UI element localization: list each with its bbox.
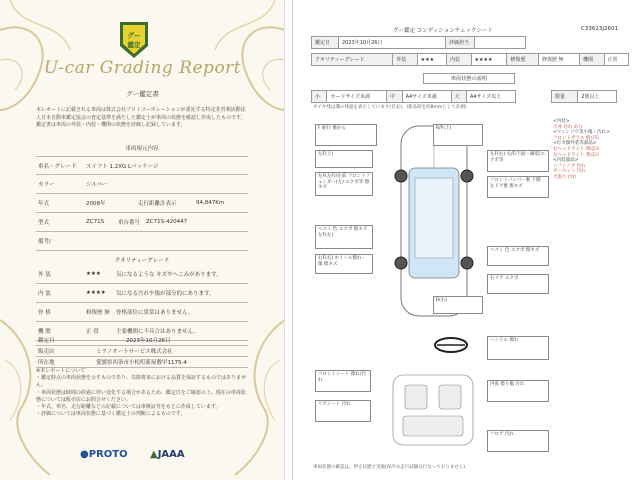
- remarks-label: 備考/: [38, 239, 51, 245]
- legend-item: 天張り 汚れ: [553, 174, 577, 180]
- int-label: 内装: [447, 54, 471, 66]
- sheet-date-table: [311, 36, 526, 49]
- legend-items-list: [551, 118, 629, 234]
- quality-grade-table: [311, 53, 629, 66]
- legend-item: カーペット 汚れ: [553, 169, 586, 175]
- steering-wheel-icon: [433, 336, 469, 354]
- vehicle-name-label: 車名・グレード: [38, 163, 77, 170]
- jaaa-logo-text: JAAA: [157, 449, 185, 460]
- date-label: 鑑定日: [312, 37, 339, 49]
- damage-box-fender-r: 左F(右) 左/F/下面・線装/エクボ等: [487, 150, 549, 172]
- model-chassis-row: [36, 213, 248, 232]
- legend-item: <内装部品>: [553, 158, 579, 164]
- proto-logo-text: PROTO: [88, 449, 128, 460]
- year-mileage-row: [36, 194, 248, 213]
- note-item: ・鑑定時点の車両状態を示すものであり、以降将来における品質を保証するものではありません。: [36, 375, 247, 389]
- quality-stars: 修復歴 無: [86, 310, 110, 316]
- quality-label: 機 関: [38, 329, 51, 335]
- damage-box-trunk: R(右): [433, 296, 483, 314]
- size-large-desc: A4サイズ以上: [466, 91, 515, 103]
- ext-label: 外装: [393, 54, 417, 66]
- interior-diagram: [383, 370, 483, 450]
- vehicle-name-row: [36, 156, 248, 175]
- sheet-id: C33623J2601: [581, 26, 618, 32]
- repair-value: 修復歴 無: [538, 54, 579, 66]
- damage-box-floor: フロア 汚れ: [487, 430, 549, 452]
- color-value: シルバー: [86, 182, 108, 188]
- year-value: 2008年: [86, 201, 106, 207]
- damage-box-door-left: ヘコミ 色 エクボ 擦キズ 左F(左): [315, 225, 373, 249]
- dealer-row: [36, 346, 248, 357]
- svg-text:鑑定: 鑑定: [127, 41, 141, 49]
- model-value: ZC71S: [86, 219, 105, 225]
- int-value: ★★★★: [471, 54, 507, 66]
- chassis-label: 車台番号: [118, 220, 141, 226]
- note-item: ・年式、車名、走行距離などの記載については車検証等をもとに作成しています。: [36, 404, 221, 411]
- color-label: カラー: [38, 182, 55, 188]
- notes-title: ※本レポートについて: [36, 368, 86, 374]
- appraisal-date-label: 鑑定日: [38, 338, 55, 344]
- damage-box-door-front: フロントバンパー裏 下側 左ドア裏 擦キズ: [487, 176, 549, 198]
- size-mid-label: 中: [387, 91, 402, 103]
- legend-item: <ウィンドウ等小傷・汚れ>: [553, 130, 610, 136]
- quality-desc: 骨格部位に異常はありません。: [116, 310, 194, 316]
- legend-item: フロントガラス 飛び石: [553, 135, 600, 141]
- damage-box-fender-l: 左F(左F)/左前 フロントフェンダー(左) エクボ等 擦キズ: [315, 172, 373, 196]
- report-notes: [36, 368, 246, 418]
- jaaa-logo: ▲JAAA: [150, 449, 185, 460]
- appraisal-date-row: [36, 335, 248, 346]
- damage-box-trim: 内張 擦り傷 汚れ: [487, 380, 549, 402]
- quality-label: 内 装: [38, 291, 51, 297]
- size-small-label: 小: [312, 91, 327, 103]
- quality-stars: ★★★: [86, 271, 101, 277]
- damage-box-seat-rear: リアシート 汚れ: [315, 400, 371, 422]
- legend-item: 右ヘッドライト 黄ばみ: [553, 146, 600, 152]
- location-label: 所在地: [38, 360, 55, 366]
- damage-box-wheel: 右F(右) ホイール擦れ・傷 擦キズ: [315, 254, 373, 274]
- quality-row-frame: [36, 303, 248, 322]
- intro-paragraph: 本レポートに記載される車両は株式会社プロトコーポレーションが委託する特定非営利活動法人日本自動車鑑定協会の査定基準を満たした鑑定士が車両の状態を確認し作成したものです。鑑定書は車両の外装・内装・機関の状態を評価し記録しています。: [36, 107, 246, 129]
- quality-desc: 気になるような キズやへこみがあります。: [116, 272, 222, 278]
- report-subtitle: グー鑑定書: [126, 90, 159, 98]
- vehicle-name-value: スイフト 1.2XG Lパッケージ: [86, 163, 159, 170]
- proto-logo: ●PROTO: [80, 449, 128, 460]
- damage-box-rear-r: 右リア エクボ: [487, 274, 549, 294]
- quality-row-interior: [36, 284, 248, 303]
- legend-item: シフトノブ 汚れ: [553, 163, 586, 169]
- quality-row-exterior: [36, 265, 248, 284]
- quality-stars: 正 常: [86, 329, 99, 335]
- remarks-row: [36, 232, 248, 251]
- quality-section-title: クオリティーグレード: [114, 258, 170, 264]
- count-label: 数量: [552, 91, 578, 103]
- ext-value: ★★★: [417, 54, 446, 66]
- mileage-value: 94,847Km: [196, 200, 225, 206]
- grading-report-certificate: [0, 0, 285, 480]
- note-item: ・車両状態は時間の経過に伴い変化する場合があるため、鑑定日をご確認の上、現在の車両状態については販売店にお問合せください。: [36, 389, 246, 403]
- quality-label: 外 装: [38, 272, 51, 278]
- report-title: U-car Grading Report: [43, 58, 242, 78]
- legend-item: <灯火類外装等部品>: [553, 141, 597, 147]
- quality-desc: 主要機関に不具合はありません。: [116, 329, 199, 335]
- location-row: [36, 357, 248, 368]
- damage-box-front-bumper: F 蛇行 裏から: [315, 124, 377, 146]
- dealer-label: 販売店: [38, 349, 55, 355]
- damage-box-rear: ヘコミ 色 エクボ 擦キズ: [487, 246, 549, 266]
- svg-text:グー: グー: [127, 32, 141, 40]
- legend-item: <内装>: [553, 119, 570, 124]
- size-legend-table: [311, 90, 516, 103]
- damage-box-bonnet: 左F(上): [315, 150, 373, 168]
- size-mid-desc: A4サイズ未満: [402, 91, 451, 103]
- condition-check-sheet: [292, 0, 640, 480]
- size-small-desc: カードサイズ未満: [327, 91, 387, 103]
- appraisal-date-value: 2023年10月26日: [126, 338, 171, 344]
- inspector-value: [475, 37, 526, 49]
- legend-item: 左ヘッドライト 黄ばみ: [553, 152, 600, 158]
- legend-note: タイヤ残は溝の残量を表示しています(目安)。(新品時を約8mmとして計測): [313, 105, 467, 110]
- size-large-label: 大: [451, 91, 466, 103]
- count-table: [551, 90, 617, 103]
- vehicle-section-title: 車両規元内容: [125, 146, 159, 152]
- damage-box-steering: ハンドル 擦れ: [487, 336, 549, 360]
- quality-label: 骨 格: [38, 310, 51, 316]
- sheet-title: グー鑑定 コンディションチェックシート: [393, 28, 494, 34]
- color-row: [36, 175, 248, 194]
- goo-kantei-logo: [116, 20, 152, 60]
- damage-box-seat-front: フロントシート 擦れ/汚れ: [315, 370, 371, 392]
- mileage-label: 走行距離計表示: [138, 201, 177, 207]
- year-label: 年式: [38, 201, 50, 207]
- engine-value: 正常: [604, 54, 629, 66]
- inspector-label: 評価担当: [446, 37, 475, 49]
- note-item: ・評価については車両状態に基づく鑑定士の判断によるものです。: [36, 411, 186, 418]
- quality-stars: ★★★★: [86, 290, 106, 296]
- qg-label: クオリティーグレード: [312, 54, 393, 66]
- count-value: 2箇以上: [578, 91, 617, 103]
- dealer-value: ミラノオートサービス株式会社: [96, 349, 173, 355]
- chassis-value: ZC71S-420447: [146, 219, 188, 225]
- model-label: 型式: [38, 220, 50, 226]
- quality-desc: 気になる汚れや傷が部分的にあります。: [116, 291, 215, 297]
- location-value: 愛媛県西条市小松町新屋敷甲1175-4: [96, 360, 187, 366]
- footer-note: 車両状態の確認は、停止状態で実施(保冷水走行試験は行なっておりません): [313, 465, 466, 470]
- legend-item: 天井 汚れ あり: [553, 124, 583, 130]
- repair-label: 修復歴: [507, 54, 539, 66]
- date-value: 2023年10月26日: [339, 37, 446, 49]
- legend-title: 車両状態の説明: [423, 73, 515, 84]
- engine-label: 機関: [580, 54, 604, 66]
- damage-box-roof: R/F(上): [433, 124, 483, 146]
